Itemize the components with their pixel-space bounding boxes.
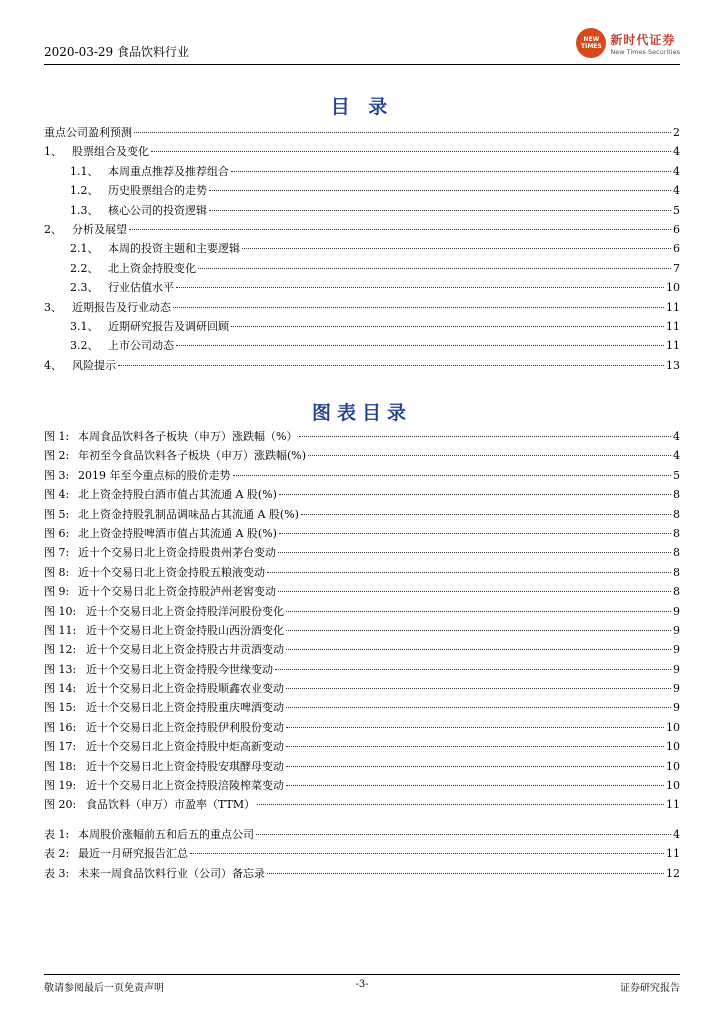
entry-title[interactable]: 北上资金持股啤酒市值占其流通 A 股(%) <box>78 526 277 540</box>
entry-number: 图 13: <box>44 662 77 676</box>
entry-page-number: 11 <box>666 339 680 353</box>
toc-entry[interactable] <box>44 299 680 318</box>
logo-english-name: New Times Securities <box>610 47 680 56</box>
footer-report-type: 证券研究报告 <box>620 983 680 994</box>
toc-entry[interactable] <box>44 124 680 143</box>
header-date-industry: 2020-03-29 食品饮料行业 <box>44 45 190 59</box>
entry-number: 3.1、 <box>70 319 99 333</box>
dot-leader <box>198 268 671 269</box>
entry-number: 图 5: <box>44 507 70 521</box>
toc-entry[interactable] <box>44 182 680 201</box>
dot-leader <box>257 804 664 805</box>
dot-leader <box>129 229 671 230</box>
entry-number: 3.2、 <box>70 339 99 353</box>
toc-entry[interactable] <box>44 845 680 864</box>
toc-list <box>44 124 680 376</box>
entry-page-number: 8 <box>673 565 680 579</box>
entry-page-number: 13 <box>666 358 680 372</box>
logo-chinese-name: 新时代证券 <box>610 32 676 47</box>
dot-leader <box>279 494 671 495</box>
logo-mark-text-1: NEW <box>583 36 600 43</box>
entry-title[interactable]: 重点公司盈利预测 <box>44 126 132 139</box>
entry-title[interactable]: 近十个交易日北上资金持股顺鑫农业变动 <box>86 682 284 696</box>
entry-number: 图 1: <box>44 430 70 443</box>
entry-page-number: 10 <box>666 759 680 773</box>
entry-title[interactable]: 近十个交易日北上资金持股五粮液变动 <box>78 565 265 579</box>
entry-page-number: 6 <box>673 242 680 256</box>
dot-leader <box>242 248 671 249</box>
toc-entry[interactable] <box>44 525 680 544</box>
page-header <box>44 28 680 65</box>
entry-number: 1、 <box>44 145 62 159</box>
entry-page-number: 4 <box>673 449 680 463</box>
entry-title[interactable]: 近期报告及行业动态 <box>72 300 171 314</box>
entry-title[interactable]: 历史股票组合的走势 <box>108 184 207 198</box>
entry-number: 图 17: <box>44 740 77 754</box>
toc-entry[interactable] <box>44 544 680 563</box>
dot-leader <box>286 746 664 747</box>
entry-page-number: 9 <box>673 623 680 637</box>
toc-entry[interactable] <box>44 428 680 447</box>
toc-entry[interactable] <box>44 641 680 660</box>
entry-title[interactable]: 近十个交易日北上资金持股古井贡酒变动 <box>86 643 284 657</box>
entry-number: 图 9: <box>44 585 70 599</box>
entry-number: 2.3、 <box>70 281 99 295</box>
entry-page-number: 7 <box>673 261 680 275</box>
entry-page-number: 11 <box>666 319 680 333</box>
entry-page-number: 10 <box>666 779 680 793</box>
entry-page-number: 8 <box>673 488 680 502</box>
dot-leader <box>173 307 664 308</box>
dot-leader <box>301 514 671 515</box>
entry-title[interactable]: 上市公司动态 <box>108 339 174 353</box>
dot-leader <box>286 688 671 689</box>
entry-page-number: 9 <box>673 682 680 696</box>
entry-number: 2.1、 <box>70 242 99 256</box>
entry-page-number: 9 <box>673 643 680 657</box>
entry-title[interactable]: 近十个交易日北上资金持股涪陵榨菜变动 <box>86 779 284 793</box>
dot-leader <box>209 210 671 211</box>
entry-number: 图 2: <box>44 449 70 463</box>
toc-title: 目 录 <box>330 96 394 118</box>
toc-entry[interactable] <box>44 240 680 259</box>
toc-entry[interactable] <box>44 486 680 505</box>
entry-title[interactable]: 核心公司的投资逻辑 <box>108 203 207 217</box>
entry-number: 3、 <box>44 300 62 314</box>
logo-mark-icon <box>576 28 606 58</box>
toc-entry[interactable] <box>44 865 680 884</box>
dot-leader <box>279 533 671 534</box>
dot-leader <box>308 455 671 456</box>
entry-number: 图 16: <box>44 720 77 734</box>
toc-entry[interactable] <box>44 738 680 757</box>
toc-entry[interactable] <box>44 447 680 466</box>
entry-page-number: 8 <box>673 546 680 560</box>
entry-page-number: 8 <box>673 507 680 521</box>
entry-page-number: 10 <box>666 720 680 734</box>
figures-title: 图表目录 <box>311 402 412 424</box>
entry-number: 图 20: <box>44 798 77 812</box>
toc-entry[interactable] <box>44 699 680 718</box>
entry-title[interactable]: 股票组合及变化 <box>72 145 149 159</box>
dot-leader <box>286 766 664 767</box>
toc-entry[interactable] <box>44 796 680 815</box>
toc-entry[interactable] <box>44 680 680 699</box>
dot-leader <box>286 611 671 612</box>
entry-page-number: 4 <box>673 430 680 443</box>
entry-page-number: 9 <box>673 604 680 618</box>
entry-title[interactable]: 近十个交易日北上资金持股今世缘变动 <box>86 662 273 676</box>
entry-page-number: 4 <box>673 828 680 841</box>
dot-leader <box>176 287 664 288</box>
entry-number: 1.1、 <box>70 164 99 178</box>
entry-title[interactable]: 近十个交易日北上资金持股洋河股份变化 <box>86 604 284 618</box>
entry-number: 图 10: <box>44 604 77 618</box>
toc-entry[interactable] <box>44 467 680 486</box>
dot-leader <box>190 853 664 854</box>
entry-title[interactable]: 近十个交易日北上资金持股伊利股份变动 <box>86 720 284 734</box>
dot-leader <box>256 834 671 835</box>
entry-page-number: 2 <box>673 126 680 139</box>
entry-page-number: 4 <box>673 184 680 198</box>
entry-page-number: 12 <box>666 866 680 880</box>
toc-entry[interactable] <box>44 337 680 356</box>
dot-leader <box>231 326 664 327</box>
dot-leader <box>286 707 671 708</box>
entry-title[interactable]: 近十个交易日北上资金持股重庆啤酒变动 <box>86 701 284 715</box>
entry-title[interactable]: 近十个交易日北上资金持股中炬高新变动 <box>86 740 284 754</box>
entry-number: 表 1: <box>44 828 70 841</box>
dot-leader <box>278 552 671 553</box>
entry-title[interactable]: 北上资金持股变化 <box>108 261 196 275</box>
dot-leader <box>286 785 664 786</box>
entry-number: 4、 <box>44 358 62 372</box>
entry-title[interactable]: 北上资金持股乳制品调味品占其流通 A 股(%) <box>78 507 299 521</box>
entry-page-number: 11 <box>666 300 680 314</box>
toc-entry[interactable] <box>44 564 680 583</box>
entry-title[interactable]: 风险提示 <box>72 358 116 372</box>
entry-title[interactable]: 北上资金持股白酒市值占其流通 A 股(%) <box>78 488 277 502</box>
entry-number: 1.3、 <box>70 203 99 217</box>
dot-leader <box>231 171 671 172</box>
toc-entry[interactable] <box>44 603 680 622</box>
dot-leader <box>118 365 664 366</box>
entry-number: 图 11: <box>44 623 77 637</box>
toc-entry[interactable] <box>44 260 680 279</box>
entry-title[interactable]: 食品饮料（申万）市盈率（TTM） <box>86 798 256 812</box>
entry-title[interactable]: 近期研究报告及调研回顾 <box>108 319 229 333</box>
dot-leader <box>275 669 671 670</box>
entry-title[interactable]: 本周重点推荐及推荐组合 <box>108 164 229 178</box>
dot-leader <box>209 190 671 191</box>
entry-page-number: 6 <box>673 222 680 236</box>
entry-page-number: 9 <box>673 662 680 676</box>
dot-leader <box>176 345 664 346</box>
entry-title[interactable]: 年初至今食品饮料各子板块（申万）涨跌幅(%) <box>78 449 307 463</box>
table-list <box>44 826 680 884</box>
entry-number: 图 8: <box>44 565 70 579</box>
entry-number: 表 3: <box>44 866 70 880</box>
entry-title[interactable]: 近十个交易日北上资金持股泸州老窖变动 <box>78 585 276 599</box>
entry-page-number: 10 <box>666 740 680 754</box>
toc-entry[interactable] <box>44 622 680 641</box>
footer-page-number: -3- <box>355 979 369 990</box>
toc-entry[interactable] <box>44 719 680 738</box>
entry-title[interactable]: 最近一月研究报告汇总 <box>78 847 188 861</box>
dot-leader <box>233 475 672 476</box>
entry-page-number: 4 <box>673 164 680 178</box>
toc-entry[interactable] <box>44 826 680 845</box>
entry-page-number: 9 <box>673 701 680 715</box>
entry-number: 图 4: <box>44 488 70 502</box>
entry-page-number: 4 <box>673 145 680 159</box>
toc-entry[interactable] <box>44 221 680 240</box>
toc-entry[interactable] <box>44 163 680 182</box>
entry-number: 1.2、 <box>70 184 99 198</box>
entry-page-number: 10 <box>666 281 680 295</box>
entry-title[interactable]: 本周食品饮料各子板块（申万）涨跌幅（%） <box>78 430 298 443</box>
logo-mark-text-2: TIMES <box>581 43 602 50</box>
entry-page-number: 11 <box>666 847 680 861</box>
entry-title[interactable]: 2019 年至今重点标的股价走势 <box>78 468 231 482</box>
entry-number: 图 15: <box>44 701 77 715</box>
entry-title[interactable]: 行业估值水平 <box>108 281 174 295</box>
dot-leader <box>267 572 671 573</box>
toc-entry[interactable] <box>44 758 680 777</box>
dot-leader <box>134 132 671 133</box>
entry-title[interactable]: 近十个交易日北上资金持股贵州茅台变动 <box>78 546 276 560</box>
entry-title[interactable]: 本周股价涨幅前五和后五的重点公司 <box>78 828 254 841</box>
page-footer <box>44 974 680 995</box>
entry-number: 图 14: <box>44 682 77 696</box>
entry-page-number: 8 <box>673 585 680 599</box>
toc-entry[interactable] <box>44 777 680 796</box>
entry-number: 图 3: <box>44 468 70 482</box>
entry-number: 图 12: <box>44 643 77 657</box>
entry-number: 图 6: <box>44 526 70 540</box>
dot-leader <box>286 727 664 728</box>
company-logo <box>576 28 680 58</box>
entry-number: 图 18: <box>44 759 77 773</box>
dot-leader <box>286 649 671 650</box>
toc-entry[interactable] <box>44 357 680 376</box>
dot-leader <box>286 630 671 631</box>
entry-title[interactable]: 分析及展望 <box>72 222 127 236</box>
entry-title[interactable]: 近十个交易日北上资金持股山西汾酒变化 <box>86 623 284 637</box>
entry-number: 图 7: <box>44 546 70 560</box>
entry-number: 2.2、 <box>70 261 99 275</box>
entry-page-number: 5 <box>673 468 680 482</box>
entry-title[interactable]: 未来一周食品饮料行业（公司）备忘录 <box>78 866 265 880</box>
entry-page-number: 5 <box>673 203 680 217</box>
toc-entry[interactable] <box>44 279 680 298</box>
toc-entry[interactable] <box>44 143 680 162</box>
dot-leader <box>151 151 671 152</box>
dot-leader <box>299 436 671 437</box>
entry-number: 图 19: <box>44 779 77 793</box>
toc-entry[interactable] <box>44 661 680 680</box>
toc-entry[interactable] <box>44 583 680 602</box>
dot-leader <box>267 873 664 874</box>
entry-number: 2、 <box>44 222 62 236</box>
entry-page-number: 8 <box>673 526 680 540</box>
entry-title[interactable]: 本周的投资主题和主要逻辑 <box>108 242 240 256</box>
entry-page-number: 11 <box>666 798 680 812</box>
toc-entry[interactable] <box>44 202 680 221</box>
footer-disclaimer: 敬请参阅最后一页免责声明 <box>44 983 164 994</box>
figure-list <box>44 428 680 816</box>
entry-number: 表 2: <box>44 847 70 861</box>
toc-entry[interactable] <box>44 506 680 525</box>
entry-title[interactable]: 近十个交易日北上资金持股安琪酵母变动 <box>86 759 284 773</box>
dot-leader <box>278 591 671 592</box>
toc-entry[interactable] <box>44 318 680 337</box>
